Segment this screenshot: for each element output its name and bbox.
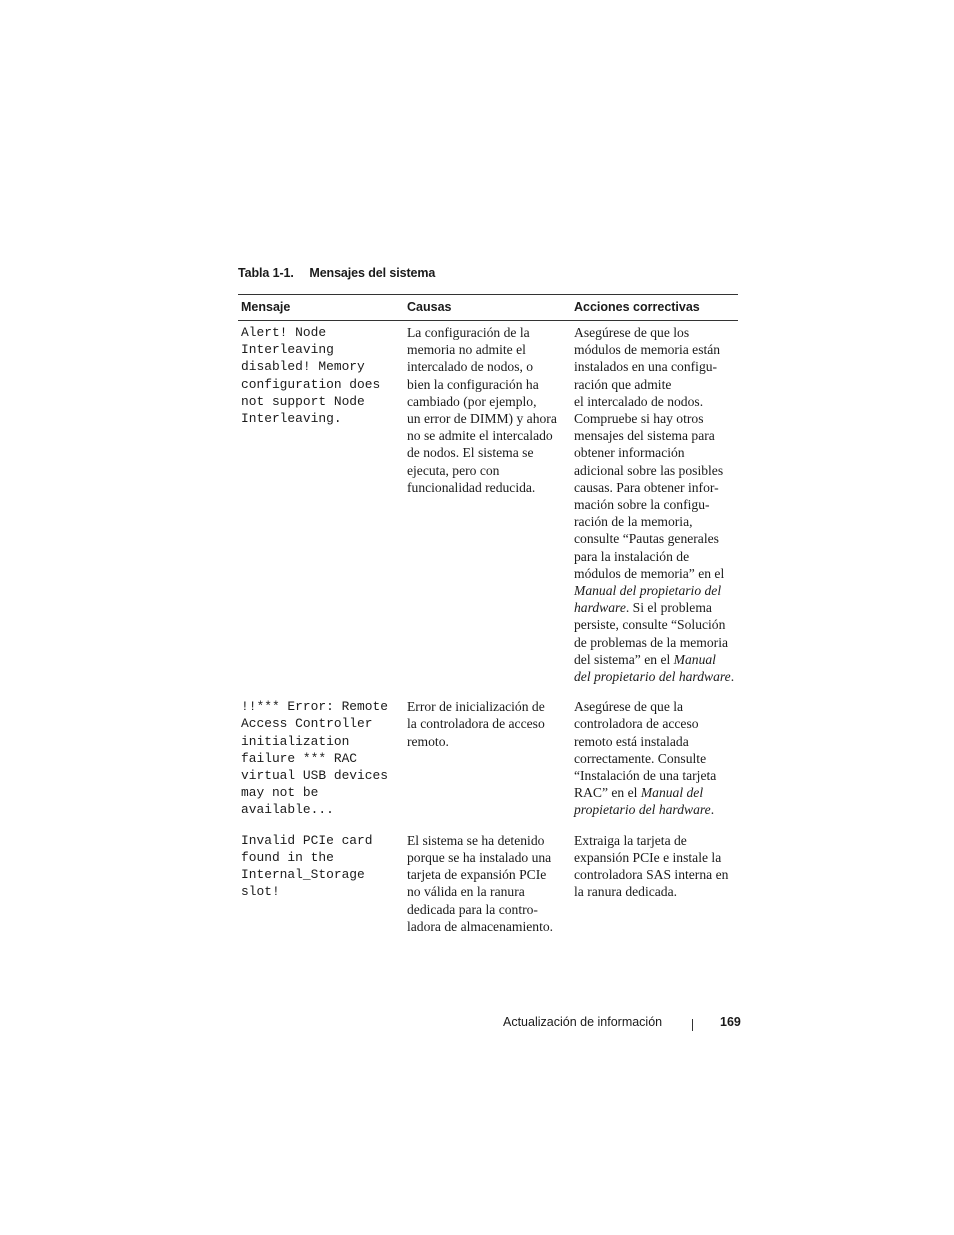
header-message: Mensaje [238, 295, 404, 321]
text-line: Asegúrese de que los [574, 325, 690, 340]
text-line: correctamente. Consulte [574, 750, 707, 766]
text-line: adicional sobre las posibles [574, 462, 724, 478]
message-cell: Alert! Node Interleaving disabled! Memory configuration does not support Node Interleaving. [241, 325, 381, 427]
footer-divider [692, 1019, 693, 1031]
manual-reference: del propietario del hardware [574, 669, 731, 685]
text-line: causas. Para obtener infor- [574, 479, 719, 495]
table-header-row [238, 295, 738, 321]
text-line: mensajes del sistema para [574, 428, 715, 444]
text-line: funcionalidad reducida. [407, 479, 536, 495]
text-line: porque se ha instalado una [407, 849, 552, 865]
text-line: la ranura dedicada. [574, 884, 678, 900]
text-line: remoto. [407, 733, 449, 749]
text-line: memoria no admite el [407, 342, 526, 358]
text-line: remoto está instalada [574, 733, 689, 749]
page-number: 169 [720, 1015, 741, 1029]
text-line [574, 582, 735, 599]
text-line: hardware. Si el problema [574, 600, 712, 616]
text-line: instalados en una configu- [574, 359, 718, 375]
header-actions: Acciones correctivas [571, 295, 738, 321]
cause-cell [404, 321, 571, 697]
manual-reference: Manual del propietario del [574, 583, 722, 599]
text-line: controladora de acceso [574, 716, 699, 732]
text-line: ladora de almacenamiento. [407, 918, 554, 934]
text-line: cambiado (por ejemplo, [407, 393, 537, 409]
table-row [238, 830, 738, 946]
text-line: no se admite el intercalado [407, 428, 553, 444]
text-line: Error de inicialización de [407, 699, 545, 715]
text-line: Compruebe si hay otros [574, 411, 704, 427]
action-cell [571, 696, 738, 829]
text-line: La configuración de la [407, 325, 530, 340]
cause-cell [404, 696, 571, 829]
text-line: módulos de memoria” en el [574, 565, 725, 581]
manual-reference: propietario del hardware [574, 802, 711, 818]
text-line: de nodos. El sistema se [407, 445, 534, 461]
text-line: de problemas de la memoria [574, 634, 729, 650]
table-caption-title: Mensajes del sistema [309, 266, 436, 280]
text-line: Asegúrese de que la [574, 699, 684, 715]
table-row [238, 696, 738, 829]
text-line: controladora SAS interna en [574, 867, 729, 883]
text-line: bien la configuración ha [407, 376, 539, 392]
text-line: “Instalación de una tarjeta [574, 768, 717, 784]
message-cell: !!*** Error: Remote Access Controller initialization failure *** RAC virtual USB devices may not be available... [241, 699, 388, 818]
header-causes: Causas [404, 295, 571, 321]
system-messages-table [238, 294, 738, 946]
manual-reference: Manual del [640, 785, 704, 801]
text-line: ración que admite [574, 376, 672, 392]
text-line: intercalado de nodos, o [407, 359, 534, 375]
action-cell [571, 321, 738, 697]
text-line: no válida en la ranura [407, 884, 525, 900]
text-line: del propietario del hardware. [574, 669, 735, 685]
text-line: la controladora de acceso [407, 716, 545, 732]
message-cell: Invalid PCIe card found in the Internal_Storage slot! [241, 832, 373, 900]
text-line: el intercalado de nodos. [574, 393, 704, 409]
text-line: expansión PCIe e instale la [574, 849, 722, 865]
text-line: dedicada para la contro- [407, 901, 538, 917]
text-line: mación sobre la configu- [574, 497, 710, 513]
text-line: ración de la memoria, [574, 514, 693, 530]
manual-reference: Manual [673, 651, 716, 667]
text-line: obtener información [574, 445, 685, 461]
text-line: un error de DIMM) y ahora [407, 411, 557, 427]
text-line: consulte “Pautas generales [574, 531, 719, 547]
text-line: El sistema se ha detenido [407, 832, 545, 848]
action-cell [571, 830, 738, 946]
text-line: Extraiga la tarjeta de [574, 832, 687, 848]
table-row [238, 321, 738, 697]
footer-section-title: Actualización de información [503, 1015, 663, 1029]
text-line: persiste, consulte “Solución [574, 617, 726, 633]
text-line: propietario del hardware. [574, 802, 715, 818]
table-caption [238, 266, 435, 280]
text-line: módulos de memoria están [574, 342, 721, 358]
text-line: RAC” en el Manual del [574, 785, 704, 801]
text-line: ejecuta, pero con [407, 462, 500, 478]
text-line: del sistema” en el Manual [574, 651, 716, 667]
table-caption-label: Tabla 1-1. [238, 266, 294, 280]
manual-reference: hardware [574, 600, 626, 616]
cause-cell [404, 830, 571, 946]
text-line: para la instalación de [574, 548, 690, 564]
text-line: tarjeta de expansión PCIe [407, 867, 547, 883]
